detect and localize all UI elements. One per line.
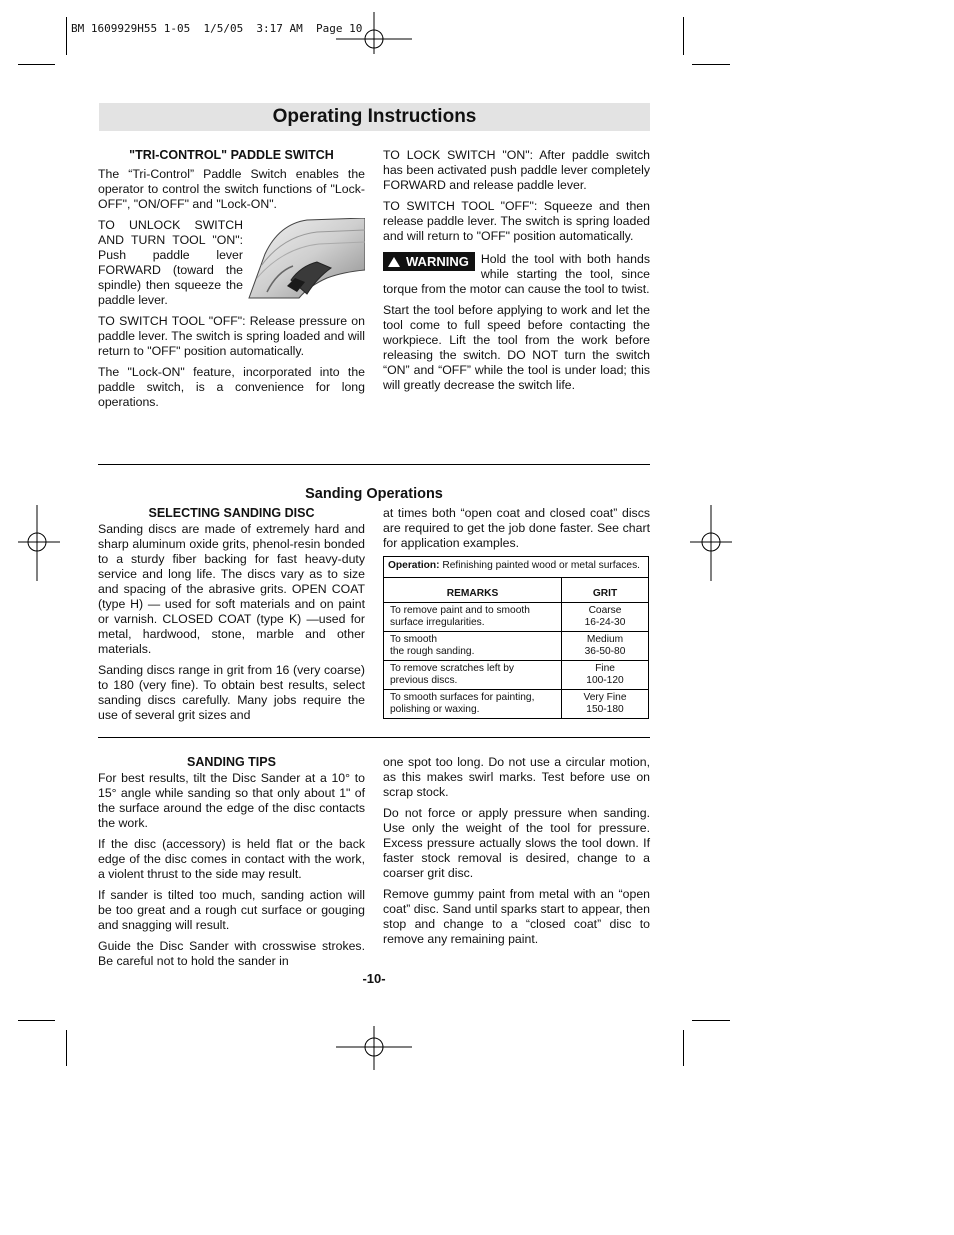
page-title: Operating Instructions — [272, 106, 477, 127]
paddle-left-column — [98, 148, 365, 416]
table-row — [384, 661, 649, 690]
tips-guide-text: Guide the Disc Sander with crosswise strokes. Be careful not to hold the sander in — [98, 939, 365, 968]
tips-gummy-text: Remove gummy paint from metal with an “open coat” disc. Sand until sparks start to appear, then stop and change to a “closed coat” disc to remove any remaining paint. — [383, 887, 650, 946]
sanding-left-column — [98, 506, 365, 729]
tips-angle-text: For best results, tilt the Disc Sander at a 10° to 15° angle while sanding so that only about 1" of the surface around the edge of the disc contacts the work. — [98, 771, 365, 830]
warning-paragraph — [383, 252, 650, 297]
remark-line: surface irregularities. — [390, 617, 485, 628]
printer-slug: BM 1609929H55 1-05 1/5/05 3:17 AM Page 10 — [71, 22, 363, 35]
remark-line: the rough sanding. — [390, 646, 475, 657]
sanding-right-column — [383, 506, 650, 719]
section-divider-1 — [98, 464, 650, 465]
switch-off-text: TO SWITCH TOOL "OFF": Squeeze and then release paddle lever. The switch is spring loaded and will return to "OFF" position automatically. — [383, 199, 650, 243]
registration-target-top — [336, 12, 414, 54]
grit-grade: Medium — [586, 634, 624, 645]
tips-flat-text: If the disc (accessory) is held flat or the back edge of the disc comes in contact with the work, a violent thrust to the side may result. — [98, 837, 365, 881]
paddle-unlock-text: TO UNLOCK SWITCH AND TURN TOOL "ON": Push paddle lever FORWARD (toward the spindle) then squeeze the paddle lever. — [98, 218, 243, 307]
registration-target-left — [18, 505, 60, 581]
operation-label: Operation: — [388, 560, 440, 571]
table-row — [384, 603, 649, 632]
lock-on-text: TO LOCK SWITCH "ON": After paddle switch has been activated push paddle lever completely FORWARD and release paddle lever. — [383, 148, 650, 192]
table-row — [384, 690, 649, 719]
table-operation-row — [384, 557, 649, 578]
paddle-heading: "TRI-CONTROL" PADDLE SWITCH — [129, 148, 334, 162]
sanding-tips-heading: SANDING TIPS — [187, 755, 276, 769]
tips-right-column — [383, 755, 650, 953]
grit-values: 16-24-30 — [584, 617, 626, 628]
grit-values: 36-50-80 — [584, 646, 626, 657]
section-divider-2 — [98, 737, 650, 738]
remark-line: To smooth surfaces for painting, — [390, 692, 535, 703]
table-header-row — [384, 578, 649, 603]
table-row — [384, 632, 649, 661]
grit-values: 100-120 — [586, 675, 624, 686]
tips-pressure-text: Do not force or apply pressure when sanding. Use only the weight of the tool for pressure. Excess pressure actually slows the tool down. If faster stock removal is desired, change to a coarser grit disc. — [383, 806, 650, 880]
grit-grade: Fine — [595, 663, 615, 674]
registration-target-bottom — [336, 1026, 414, 1070]
grit-header: GRIT — [562, 578, 649, 603]
paddle-unlock-block — [98, 218, 365, 308]
sanding-heading: Sanding Operations — [305, 486, 443, 502]
disc-types-text: at times both “open coat and closed coat” discs are required to get the job done faster. See chart for application examples. — [383, 506, 650, 550]
grit-table — [383, 556, 649, 719]
warning-badge — [383, 252, 475, 271]
tips-circular-text: one spot too long. Do not use a circular motion, as this makes swirl marks. Test before use on scrap stock. — [383, 755, 650, 799]
grit-grade: Coarse — [588, 605, 622, 616]
grit-grade: Very Fine — [583, 692, 627, 703]
paddle-off-text: TO SWITCH TOOL "OFF": Release pressure on paddle lever. The switch is spring loaded and will return to "OFF" position automatically. — [98, 314, 365, 358]
grit-range-text: Sanding discs range in grit from 16 (very coarse) to 180 (very fine). To obtain best results, select sanding discs carefully. Many jobs require the use of several grit sizes and — [98, 663, 365, 722]
remark-line: polishing or waxing. — [390, 704, 480, 715]
operation-text: Refinishing painted wood or metal surfaces. — [442, 560, 640, 571]
warning-text: Hold the tool with both hands while starting the tool, since torque from the motor can cause the tool to twist. — [383, 252, 650, 296]
selecting-disc-heading: SELECTING SANDING DISC — [148, 506, 315, 520]
remarks-header: REMARKS — [384, 578, 562, 603]
warning-label: WARNING — [406, 254, 469, 269]
remark-line: To remove scratches left by — [390, 663, 514, 674]
paddle-lockon-text: The "Lock-ON" feature, incorporated into the paddle switch, is a convenience for long operations. — [98, 365, 365, 409]
paddle-right-column — [383, 148, 650, 399]
tips-tilt-text: If sander is tilted too much, sanding action will be too great and a rough cut surface or gouging and snagging will result. — [98, 888, 365, 932]
paddle-intro: The “Tri-Control” Paddle Switch enables the operator to control the switch functions of "Lock-OFF", "ON/OFF" and "Lock-ON". — [98, 167, 365, 211]
section-title-bar — [99, 103, 650, 131]
remark-line: previous discs. — [390, 675, 458, 686]
registration-target-right — [690, 505, 732, 581]
warning-triangle-icon — [388, 257, 400, 267]
remark-line: To remove paint and to smooth — [390, 605, 530, 616]
tips-left-column — [98, 755, 365, 975]
sanding-discs-text: Sanding discs are made of extremely hard and sharp aluminum oxide grits, phenol-resin bonded to a sturdy fiber backing for fast heavy-duty service and long life. The discs vary as to size and spacing of the abrasive grits. OPEN COAT (type H) — used for soft materials and on paint or varnish. CLOSED COAT (type K) —used for metal, hardwood, stone, marble and other materials. — [98, 522, 365, 656]
paddle-switch-illustration — [247, 218, 365, 302]
remark-line: To smooth — [390, 634, 437, 645]
grit-values: 150-180 — [586, 704, 624, 715]
start-tool-text: Start the tool before applying to work and let the tool come to full speed before contacting the workpiece. Lift the tool from the work before releasing the switch. DO NOT turn the switch “ON” and “OFF” while the tool is under load; this will greatly decrease the switch life. — [383, 303, 650, 392]
page-number: -10- — [362, 971, 386, 986]
